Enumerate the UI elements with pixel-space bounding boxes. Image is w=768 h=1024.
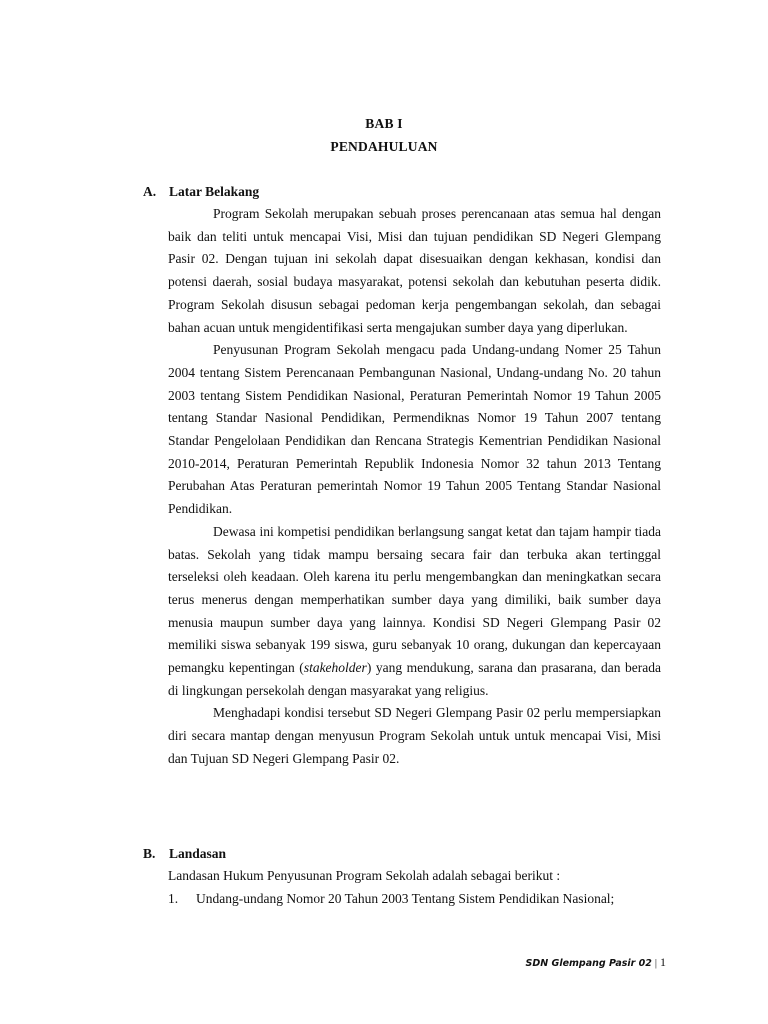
section-b-heading xyxy=(143,846,226,862)
legal-basis-list xyxy=(168,888,661,911)
list-item-text: Undang-undang Nomor 20 Tahun 2003 Tentang Sistem Pendidikan Nasional; xyxy=(196,890,615,906)
chapter-title: PENDAHULUAN xyxy=(330,139,438,154)
paragraph xyxy=(168,521,661,703)
chapter-number: BAB I xyxy=(365,116,403,131)
paragraph-text: Dewasa ini kompetisi pendidikan berlangsung sangat ketat dan tajam hampir tiada batas. Sekolah yang tidak mampu bersaing secara fair dan terbuka akan tertinggal terseleksi oleh keadaan. Oleh karena itu perlu mengembangkan dan meningkatkan secara terus menerus dengan memperhatikan sumber daya yang dimiliki, baik sumber daya menusia maupun sumber daya yang lainnya. Kondisi SD Negeri Glempang Pasir 02 memiliki siswa sebanyak 199 siswa, guru sebanyak 10 orang, dukungan dan kepercayaan pemangku kepentingan ( xyxy=(168,523,661,676)
paragraph: Menghadapi kondisi tersebut SD Negeri Glempang Pasir 02 perlu mempersiapkan diri secara mantap dengan menyusun Program Sekolah untuk untuk mencapai Visi, Misi dan Tujuan SD Negeri Glempang Pasir 02. xyxy=(168,705,661,766)
section-b-title: Landasan xyxy=(169,846,227,861)
list-item xyxy=(168,888,661,911)
paragraph: Penyusunan Program Sekolah mengacu pada Undang-undang Nomer 25 Tahun 2004 tentang Sistem Perencanaan Pembangunan Nasional, Undang-undang No. 20 tahun 2003 tentang Sistem Pendidikan Nasional, Peraturan Pemerintah Nomor 19 Tahun 2005 tentang Standar Nasional Pendidikan, Permendiknas Nomor 19 Tahun 2007 tentang Standar Pengelolaan Pendidikan dan Rencana Strategis Kementrian Pendidikan Nasional 2010-2014, Peraturan Pemerintah Republik Indonesia Nomor 32 tahun 2013 Tentang Perubahan Atas Peraturan pemerintah Nomor 19 Tahun 2005 Tentang Standar Nasional Pendidikan. xyxy=(168,342,661,517)
section-a-label: A. xyxy=(143,184,157,199)
italic-term: stakeholder xyxy=(303,660,367,676)
page-number: 1 xyxy=(660,955,666,969)
section-a-heading xyxy=(143,184,259,200)
section-a-body xyxy=(168,203,661,771)
section-b-body xyxy=(168,865,661,910)
section-b-label: B. xyxy=(143,846,156,861)
paragraph-text: ) yang mendukung, sarana dan prasarana, dan berada di lingkungan persekolah dengan masyarakat yang religius. xyxy=(168,660,662,698)
section-b-intro: Landasan Hukum Penyusunan Program Sekolah adalah sebagai berikut : xyxy=(168,868,561,883)
list-item-number: 1. xyxy=(168,890,179,906)
section-a-title: Latar Belakang xyxy=(169,184,260,199)
page-footer xyxy=(526,955,666,970)
paragraph: Program Sekolah merupakan sebuah proses perencanaan atas semua hal dengan baik dan teliti untuk mencapai Visi, Misi dan tujuan pendidikan SD Negeri Glempang Pasir 02. Dengan tujuan ini sekolah dapat disesuaikan dengan kekhasan, kondisi dan potensi daerah, sosial budaya masyarakat, potensi sekolah dan kebutuhan peserta didik. Program Sekolah disusun sebagai pedoman kerja pengembangan sekolah, dan sebagai bahan acuan untuk mengidentifikasi serta mengajukan sumber daya yang diperlukan. xyxy=(168,206,661,335)
footer-separator: | xyxy=(654,958,657,969)
footer-school-name: SDN Glempang Pasir 02 xyxy=(525,958,652,969)
